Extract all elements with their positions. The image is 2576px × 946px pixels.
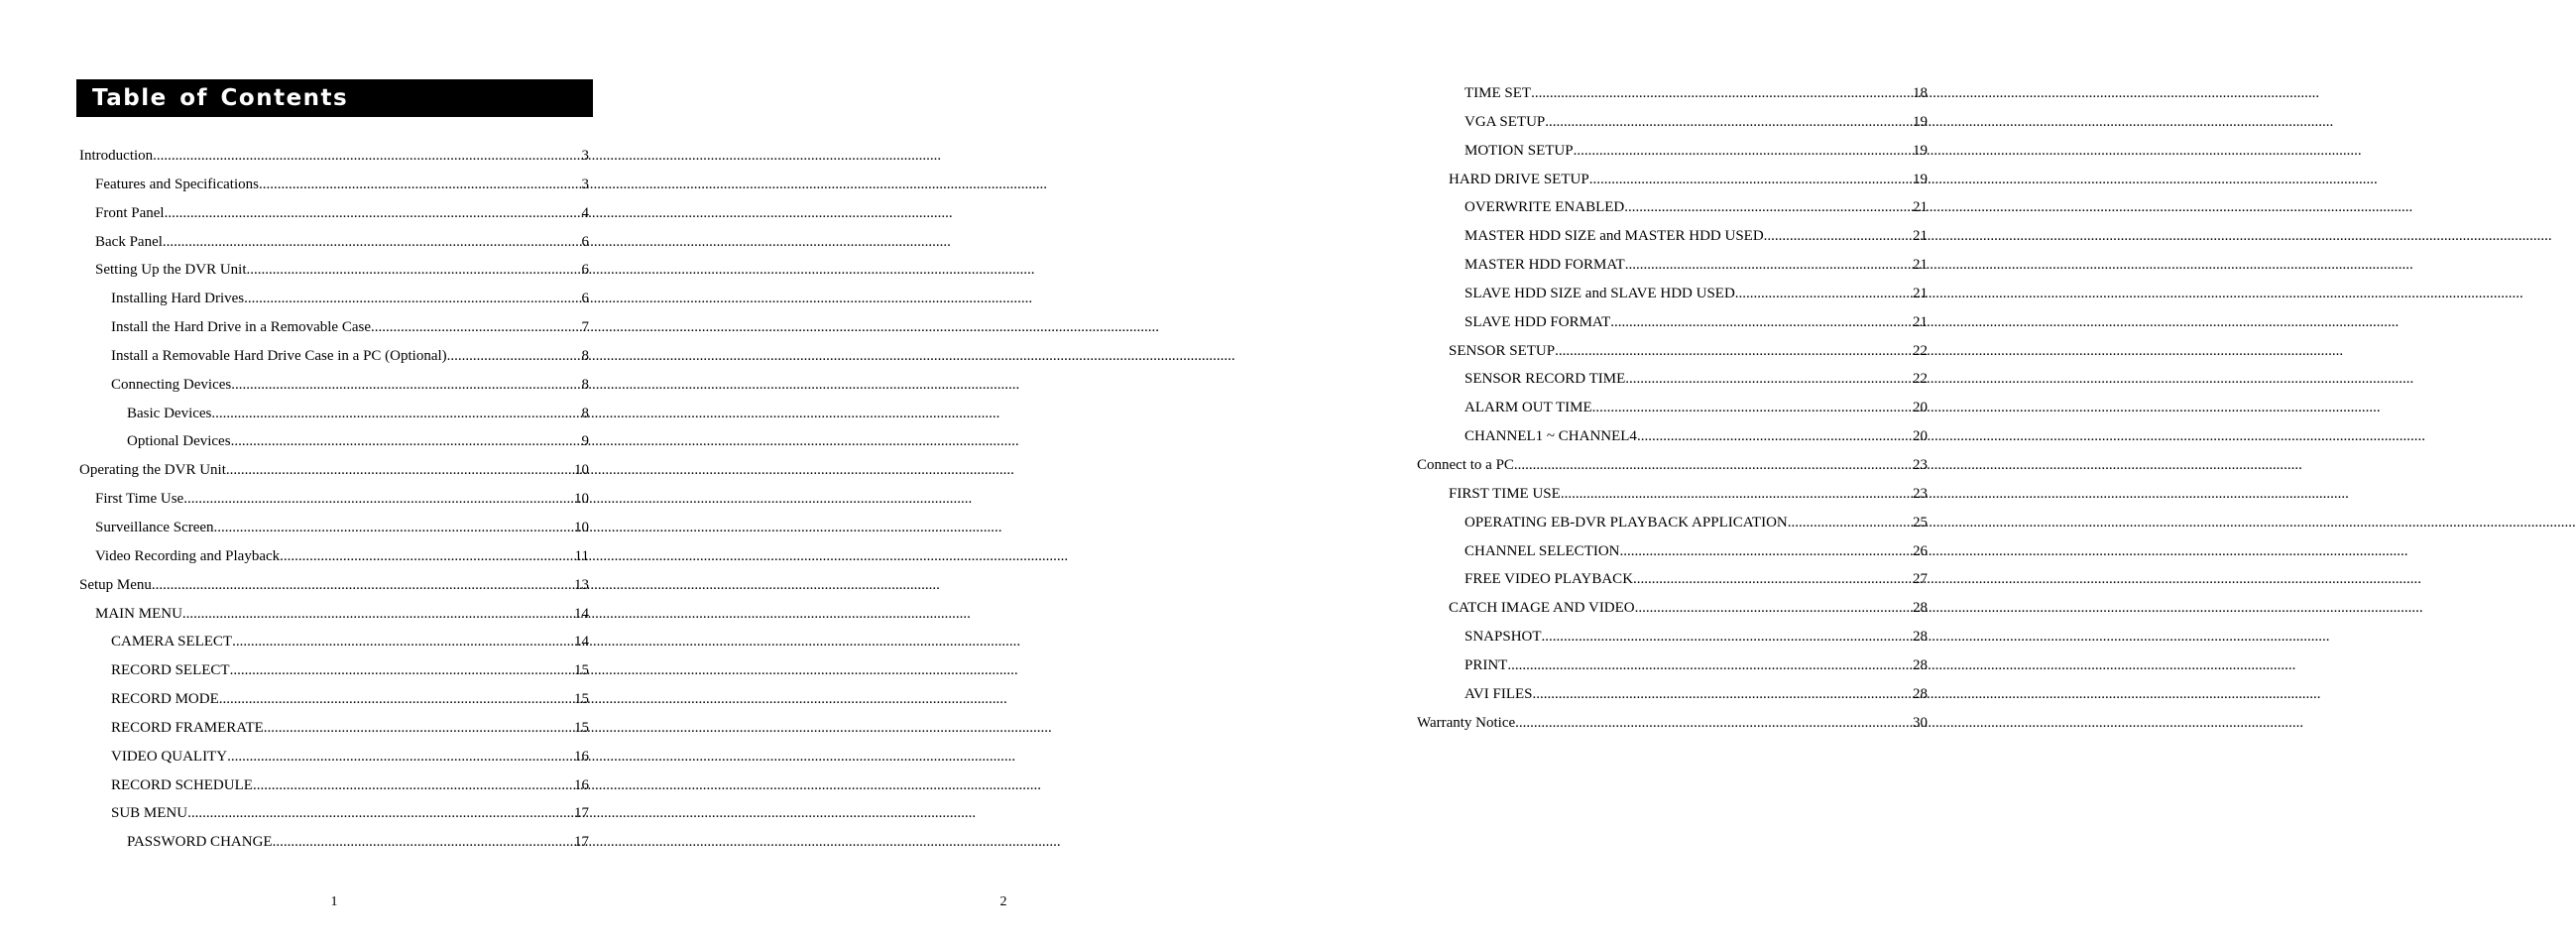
toc-entry-title: Setting Up the DVR Unit [95, 262, 247, 279]
toc-entry[interactable] [79, 342, 589, 371]
toc-dot-leader [447, 342, 582, 371]
toc-dot-leader [1514, 451, 1913, 480]
toc-entry-page: 28 [1913, 600, 1928, 617]
toc-entry[interactable] [79, 656, 589, 685]
toc-entry-title: OVERWRITE ENABLED [1464, 199, 1625, 216]
toc-entry-title: Install the Hard Drive in a Removable Case [111, 319, 372, 336]
toc-dot-leader [1764, 222, 1913, 251]
toc-entry-page: 14 [574, 605, 589, 622]
toc-entry-page: 26 [1913, 542, 1928, 559]
toc-entry[interactable] [79, 228, 589, 257]
toc-dot-leader [165, 199, 582, 228]
toc-entry-title: RECORD SELECT [111, 662, 230, 679]
toc-entry[interactable] [79, 743, 589, 771]
toc-dot-leader [1507, 651, 1913, 680]
toc-dot-leader [152, 571, 574, 600]
toc-entry-page: 6 [581, 233, 589, 250]
toc-entry[interactable] [79, 685, 589, 714]
toc-entry-title: Basic Devices [127, 405, 212, 421]
toc-entry-title: SENSOR SETUP [1449, 342, 1556, 359]
toc-entry-title: Warranty Notice [1417, 714, 1516, 731]
toc-entry-page: 21 [1913, 285, 1928, 301]
toc-entry-page: 3 [581, 148, 589, 164]
toc-entry[interactable] [1417, 537, 1928, 566]
toc-dot-leader [1620, 537, 1913, 566]
toc-entry[interactable] [79, 600, 589, 629]
toc-entry-page: 19 [1913, 142, 1928, 159]
toc-entry[interactable] [79, 400, 589, 428]
toc-entry[interactable] [1417, 166, 1928, 194]
toc-entry[interactable] [79, 371, 589, 400]
toc-dot-leader [264, 714, 574, 743]
toc-entry[interactable] [79, 485, 589, 514]
toc-entry-title: Installing Hard Drives [111, 291, 245, 307]
toc-entry-page: 8 [581, 405, 589, 421]
toc-dot-leader [1610, 308, 1913, 337]
toc-dot-leader [1625, 251, 1913, 280]
toc-dot-leader [371, 313, 581, 342]
toc-entry-page: 25 [1913, 514, 1928, 531]
toc-entry[interactable] [1417, 251, 1928, 280]
toc-entry-page: 11 [574, 547, 589, 564]
toc-entry-title: Features and Specifications [95, 176, 259, 192]
toc-dot-leader [230, 656, 574, 685]
toc-dot-leader [153, 142, 581, 171]
toc-dot-leader [1531, 79, 1913, 108]
toc-entry-title: TIME SET [1464, 85, 1532, 101]
toc-entry[interactable] [1417, 709, 1928, 738]
toc-entry[interactable] [1417, 623, 1928, 651]
toc-entry-title: PASSWORD CHANGE [127, 834, 273, 851]
toc-entry[interactable] [1417, 651, 1928, 680]
toc-entry[interactable] [1417, 280, 1928, 308]
toc-dot-leader [1515, 709, 1913, 738]
toc-entry[interactable] [79, 628, 589, 656]
toc-entry[interactable] [79, 199, 589, 228]
toc-dot-leader [187, 799, 574, 828]
toc-dot-leader [231, 371, 581, 400]
toc-entry-title: Front Panel [95, 204, 165, 221]
toc-entry-page: 10 [574, 519, 589, 535]
toc-list-left [79, 142, 589, 857]
toc-entry-title: RECORD FRAMERATE [111, 719, 264, 736]
toc-dot-leader [182, 600, 574, 629]
toc-entry-page: 21 [1913, 199, 1928, 216]
toc-entry-title: MOTION SETUP [1464, 142, 1574, 159]
toc-dot-leader [1545, 108, 1913, 137]
toc-dot-leader [280, 542, 574, 571]
toc-entry[interactable] [1417, 394, 1928, 422]
toc-dot-leader [247, 256, 582, 285]
toc-entry-page: 20 [1913, 428, 1928, 445]
toc-entry-title: RECORD SCHEDULE [111, 776, 253, 793]
toc-entry-page: 28 [1913, 656, 1928, 673]
toc-entry[interactable] [1417, 480, 1928, 509]
left-page [0, 0, 669, 946]
toc-entry-title: SUB MENU [111, 805, 188, 822]
toc-entry[interactable] [1417, 79, 1928, 108]
toc-dot-leader [227, 743, 574, 771]
toc-entry-page: 9 [581, 433, 589, 450]
toc-dot-leader [214, 514, 574, 542]
toc-dot-leader [1735, 280, 1913, 308]
toc-entry-page: 13 [574, 576, 589, 593]
toc-entry[interactable] [79, 542, 589, 571]
toc-entry-title: CHANNEL1 ~ CHANNEL4 [1464, 428, 1637, 445]
page-number: 2 [999, 894, 1007, 909]
toc-entry-page: 7 [581, 319, 589, 336]
toc-entry-title: Surveillance Screen [95, 519, 214, 535]
toc-entry[interactable] [1417, 565, 1928, 594]
toc-heading-banner [76, 79, 593, 117]
toc-entry-page: 21 [1913, 257, 1928, 274]
toc-dot-leader [1532, 680, 1913, 709]
toc-dot-leader [1589, 166, 1913, 194]
toc-dot-leader [211, 400, 581, 428]
toc-entry-page: 16 [574, 776, 589, 793]
toc-entry-title: SLAVE HDD FORMAT [1464, 313, 1611, 330]
toc-dot-leader [232, 628, 574, 656]
toc-dot-leader [163, 228, 582, 257]
right-page [669, 0, 1928, 946]
toc-entry[interactable] [79, 313, 589, 342]
toc-entry-title: SNAPSHOT [1464, 629, 1542, 646]
toc-entry-page: 18 [1913, 85, 1928, 101]
toc-entry-title: Optional Devices [127, 433, 231, 450]
toc-entry[interactable] [1417, 308, 1928, 337]
toc-entry-page: 22 [1913, 371, 1928, 388]
toc-dot-leader [1592, 394, 1913, 422]
toc-entry-title: VGA SETUP [1464, 113, 1546, 130]
toc-entry[interactable] [1417, 451, 1928, 480]
toc-dot-leader [183, 485, 574, 514]
toc-entry-title: HARD DRIVE SETUP [1449, 171, 1589, 187]
toc-entry-page: 28 [1913, 685, 1928, 702]
toc-entry-title: CHANNEL SELECTION [1464, 542, 1620, 559]
toc-entry-title: MASTER HDD FORMAT [1464, 257, 1625, 274]
toc-entry-title: SLAVE HDD SIZE and SLAVE HDD USED [1464, 285, 1735, 301]
toc-entry-title: RECORD MODE [111, 691, 219, 708]
toc-entry-title: Connect to a PC [1417, 456, 1514, 473]
toc-entry-title: First Time Use [95, 491, 184, 508]
toc-entry-page: 10 [574, 491, 589, 508]
toc-entry[interactable] [1417, 365, 1928, 394]
toc-entry-title: OPERATING EB-DVR PLAYBACK APPLICATION [1464, 514, 1788, 531]
toc-entry[interactable] [79, 771, 589, 800]
page-number: 1 [330, 894, 338, 909]
toc-entry-title: AVI FILES [1464, 685, 1533, 702]
toc-entry[interactable] [79, 171, 589, 199]
toc-entry[interactable] [1417, 594, 1928, 623]
toc-entry-page: 14 [574, 634, 589, 650]
toc-dot-leader [273, 828, 574, 857]
toc-entry[interactable] [79, 514, 589, 542]
toc-entry-page: 16 [574, 748, 589, 765]
toc-entry-page: 21 [1913, 313, 1928, 330]
toc-entry[interactable] [1417, 422, 1928, 451]
toc-entry-page: 17 [574, 805, 589, 822]
toc-entry-page: 30 [1913, 714, 1928, 731]
toc-entry-page: 15 [574, 662, 589, 679]
toc-dot-leader [259, 171, 582, 199]
toc-entry-title: MASTER HDD SIZE and MASTER HDD USED [1464, 228, 1764, 245]
toc-entry[interactable] [79, 427, 589, 456]
toc-entry-title: Back Panel [95, 233, 163, 250]
toc-entry[interactable] [79, 256, 589, 285]
toc-dot-leader [1788, 509, 1913, 537]
toc-dot-leader [226, 456, 574, 485]
toc-dot-leader [1625, 365, 1913, 394]
toc-entry-title: Video Recording and Playback [95, 547, 281, 564]
toc-entry-page: 28 [1913, 629, 1928, 646]
toc-entry-title: Install a Removable Hard Drive Case in a PC (Optional) [111, 347, 447, 364]
toc-dot-leader [1624, 193, 1913, 222]
toc-entry[interactable] [79, 456, 589, 485]
toc-entry-page: 21 [1913, 228, 1928, 245]
toc-entry-page: 15 [574, 691, 589, 708]
toc-entry-page: 8 [581, 347, 589, 364]
toc-entry[interactable] [79, 828, 589, 857]
toc-dot-leader [1561, 480, 1913, 509]
toc-entry-title: Operating the DVR Unit [79, 462, 226, 479]
toc-entry[interactable] [1417, 509, 1928, 537]
toc-entry-title: CATCH IMAGE AND VIDEO [1449, 600, 1635, 617]
toc-entry-page: 6 [581, 291, 589, 307]
toc-dot-leader [231, 427, 582, 456]
toc-entry-title: ALARM OUT TIME [1464, 400, 1592, 416]
toc-list-right [1417, 79, 1928, 737]
toc-entry-page: 19 [1913, 171, 1928, 187]
toc-entry[interactable] [79, 714, 589, 743]
toc-entry[interactable] [1417, 108, 1928, 137]
toc-entry-page: 19 [1913, 113, 1928, 130]
toc-entry-page: 15 [574, 719, 589, 736]
toc-entry[interactable] [1417, 680, 1928, 709]
toc-entry-title: SENSOR RECORD TIME [1464, 371, 1626, 388]
toc-entry-title: Setup Menu [79, 576, 152, 593]
toc-entry-page: 23 [1913, 485, 1928, 502]
toc-entry-title: Connecting Devices [111, 376, 232, 393]
toc-entry-title: VIDEO QUALITY [111, 748, 228, 765]
toc-entry-page: 20 [1913, 400, 1928, 416]
toc-entry[interactable] [79, 799, 589, 828]
toc-dot-leader [219, 685, 574, 714]
toc-entry[interactable] [79, 142, 589, 171]
toc-dot-leader [253, 771, 574, 800]
toc-entry-title: FIRST TIME USE [1449, 485, 1561, 502]
toc-heading: Table of Contents [92, 85, 349, 111]
toc-dot-leader [1637, 422, 1913, 451]
toc-entry[interactable] [1417, 222, 1928, 251]
toc-entry-page: 27 [1913, 571, 1928, 588]
toc-entry-page: 22 [1913, 342, 1928, 359]
toc-dot-leader [1574, 137, 1913, 166]
toc-entry-page: 8 [581, 376, 589, 393]
toc-dot-leader [1635, 594, 1913, 623]
toc-entry[interactable] [1417, 137, 1928, 166]
toc-entry-title: MAIN MENU [95, 605, 182, 622]
toc-entry-page: 23 [1913, 456, 1928, 473]
toc-entry-title: CAMERA SELECT [111, 634, 233, 650]
toc-dot-leader [244, 285, 581, 313]
toc-entry-title: Introduction [79, 148, 154, 164]
toc-entry[interactable] [1417, 337, 1928, 366]
toc-dot-leader [1633, 565, 1913, 594]
toc-entry[interactable] [79, 571, 589, 600]
toc-entry-title: PRINT [1464, 656, 1508, 673]
toc-entry-page: 3 [581, 176, 589, 192]
toc-entry[interactable] [79, 285, 589, 313]
toc-entry-page: 6 [581, 262, 589, 279]
toc-entry-page: 10 [574, 462, 589, 479]
toc-entry[interactable] [1417, 193, 1928, 222]
toc-entry-page: 4 [581, 204, 589, 221]
toc-entry-page: 17 [574, 834, 589, 851]
toc-dot-leader [1542, 623, 1913, 651]
toc-entry-title: FREE VIDEO PLAYBACK [1464, 571, 1634, 588]
toc-dot-leader [1555, 337, 1913, 366]
